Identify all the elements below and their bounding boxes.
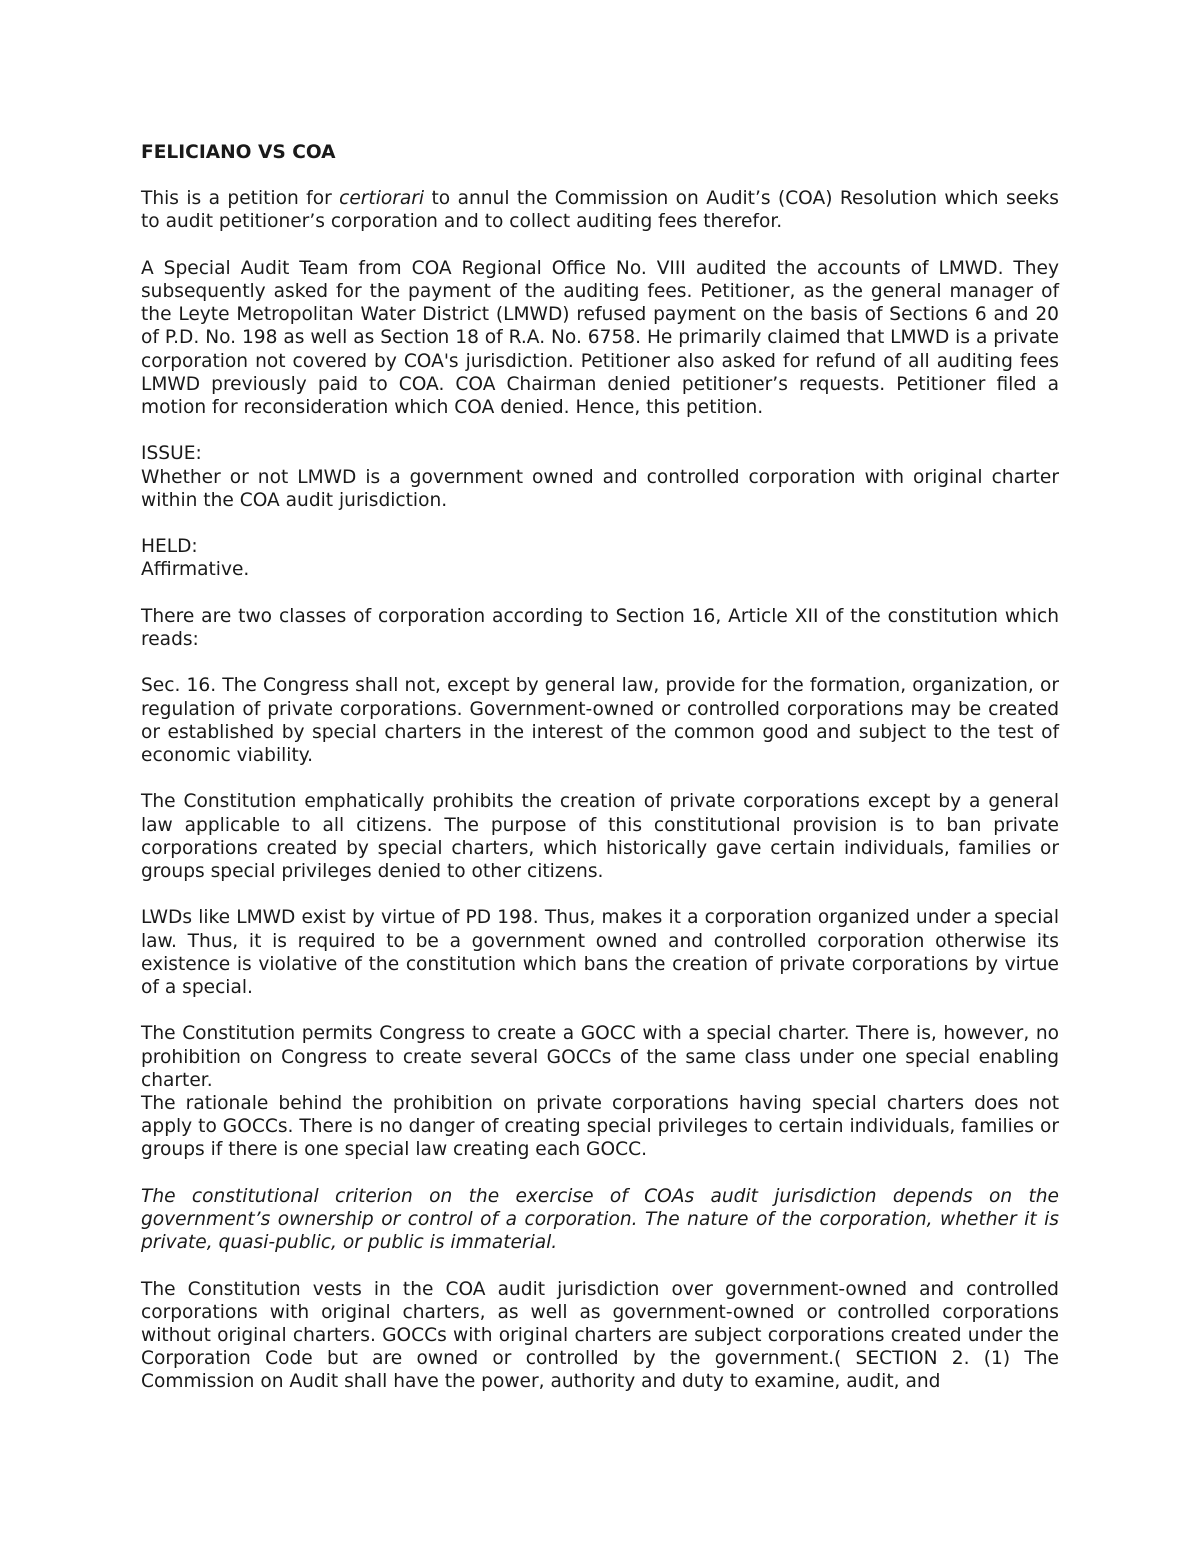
intro-italic-term: certiorari — [339, 188, 425, 210]
document-page — [141, 141, 1059, 1417]
issue-text: Whether or not LMWD is a government owned and controlled corporation with original charter within the COA audit jurisdiction. — [141, 466, 1059, 511]
facts-paragraph: A Special Audit Team from COA Regional Office No. VIII audited the accounts of LMWD. They subsequently asked for the payment of the auditing fees. Petitioner, as the general manager of the Leyte Metropolitan Water District (LMWD) refused payment on the basis of Sections 6 and 20 of P.D. No. 198 as well as Section 18 of R.A. No. 6758. He primarily claimed that LMWD is a private corporation not covered by COA's jurisdiction. Petitioner also asked for refund of all auditing fees LMWD previously paid to COA. COA Chairman denied petitioner’s requests. Petitioner filed a motion for reconsideration which COA denied. Hence, this petition. — [141, 257, 1059, 419]
intro-text-start: This is a petition for — [141, 188, 340, 210]
issue-label: ISSUE: — [141, 443, 202, 465]
held-section — [141, 535, 1059, 581]
classes-intro-paragraph: There are two classes of corporation according to Section 16, Article XII of the constitution which reads: — [141, 605, 1059, 650]
held-text: Affirmative. — [141, 559, 250, 581]
intro-paragraph — [141, 187, 1059, 233]
lwds-paragraph: LWDs like LMWD exist by virtue of PD 198. Thus, makes it a corporation organized under a special law. Thus, it is required to be a government owned and controlled corporation otherwise its existence is violative of the constitution which bans the creation of private corporations by virtue of a special. — [141, 907, 1059, 998]
congress-permits-paragraph: The Constitution permits Congress to create a GOCC with a special charter. There is, however, no prohibition on Congress to create several GOCCs of the same class under one special enabling charter. — [141, 1023, 1059, 1091]
document-title: FELICIANO VS COA — [141, 142, 336, 163]
issue-section — [141, 442, 1059, 512]
criterion-paragraph: The constitutional criterion on the exercise of COAs audit jurisdiction depends on the government’s ownership or control of a corporation. The nature of the corporation, whether it is private, quasi-public, or public is immaterial. — [141, 1185, 1059, 1254]
held-label: HELD: — [141, 536, 198, 558]
prohibition-paragraph: The Constitution emphatically prohibits the creation of private corporations except by a general law applicable to all citizens. The purpose of this constitutional provision is to ban private corporations created by special charters, which historically gave certain individuals, families or groups special privileges denied to other citizens. — [141, 791, 1059, 882]
intro-text-end: to annul the Commission on Audit’s (COA) Resolution which seeks to audit petitioner’s corporation and to collect auditing fees therefor. — [141, 188, 1059, 233]
section-16-quote: Sec. 16. The Congress shall not, except by general law, provide for the formation, organization, or regulation of private corporations. Government-owned or controlled corporations may be created or established by special charters in the interest of the common good and subject to the test of economic viability. — [141, 675, 1059, 766]
vests-paragraph: The Constitution vests in the COA audit jurisdiction over government-owned and controlled corporations with original charters, as well as government-owned or controlled corporations without original charters. GOCCs with original charters are subject corporations created under the Corporation Code but are owned or controlled by the government.( SECTION 2. (1) The Commission on Audit shall have the power, authority and duty to examine, audit, and — [141, 1278, 1059, 1393]
rationale-paragraph: The rationale behind the prohibition on private corporations having special charters does not apply to GOCCs. There is no danger of creating special privileges to certain individuals, families or groups if there is one special law creating each GOCC. — [141, 1093, 1059, 1161]
